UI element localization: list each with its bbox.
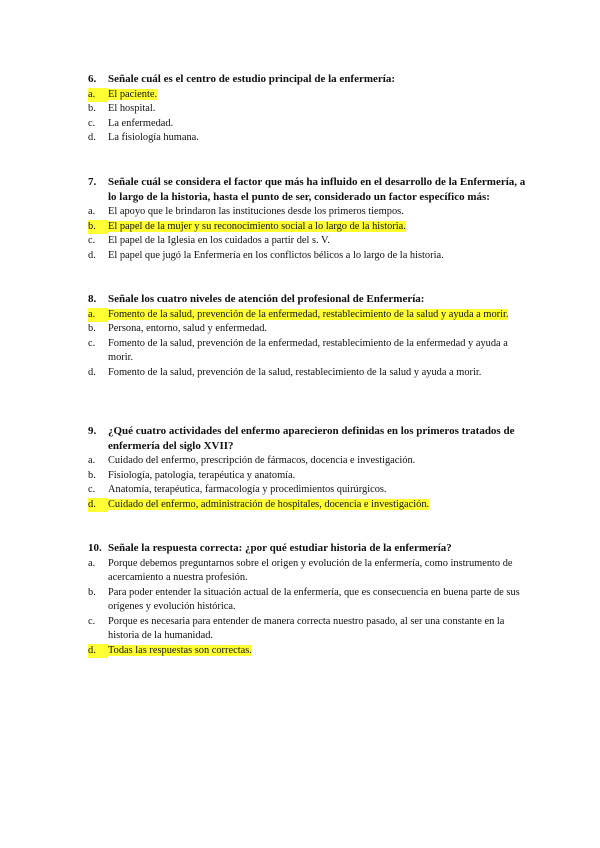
question-heading <box>88 175 528 204</box>
option-c <box>88 483 528 498</box>
option-letter: c. <box>88 615 96 627</box>
option-c <box>88 117 528 132</box>
option-a <box>88 205 528 220</box>
option-letter: a. <box>88 206 96 217</box>
option-text: El papel de la mujer y su reconocimiento social a lo largo de la historia. <box>108 220 406 232</box>
option-text: El papel que jugó la Enfermería en los conflictos bélicos a lo largo de la historia. <box>108 249 444 261</box>
option-d <box>88 498 528 513</box>
question-heading <box>88 424 528 453</box>
option-text: Fomento de la salud, prevención de la enfermedad, restablecimiento de la enfermedad y ayuda a morir. <box>108 337 508 363</box>
option-text: El hospital. <box>108 103 156 114</box>
option-letter: c. <box>88 117 96 129</box>
option-text: Cuidado del enfermo, prescripción de fármacos, docencia e investigación. <box>108 455 416 466</box>
option-text: Todas las respuestas son correctas. <box>108 644 252 656</box>
option-text: Fisiología, patología, terapéutica y anatomía. <box>108 469 296 481</box>
option-letter: b. <box>88 469 96 481</box>
option-letter: c. <box>88 337 96 349</box>
option-a <box>88 557 528 586</box>
question-heading <box>88 541 528 556</box>
option-text: Fomento de la salud, prevención de la enfermedad, restablecimiento de la salud y ayuda a morir. <box>108 308 509 320</box>
option-b <box>88 322 528 337</box>
question-text: Señale cuál es el centro de estudio principal de la enfermería: <box>108 73 395 85</box>
option-a <box>88 454 528 469</box>
question-text: ¿Qué cuatro actividades del enfermo aparecieron definidas en los primeros tratados de enfermería del siglo XVII? <box>108 425 515 452</box>
option-letter: b. <box>88 586 96 598</box>
option-text: Para poder entender la situación actual de la enfermería, que es consecuencia en buena parte de sus orígenes y evolución histórica. <box>108 586 520 612</box>
option-letter: a. <box>88 308 108 323</box>
question-number: 6. <box>88 73 97 85</box>
option-letter: a. <box>88 455 96 466</box>
option-c <box>88 337 528 366</box>
option-b <box>88 469 528 484</box>
question-number: 7. <box>88 176 97 188</box>
option-text: La enfermedad. <box>108 117 174 129</box>
question-heading <box>88 72 528 87</box>
option-c <box>88 234 528 249</box>
option-letter: b. <box>88 220 108 235</box>
option-text: Cuidado del enfermo, administración de hospitales, docencia e investigación. <box>108 498 430 510</box>
option-c <box>88 615 528 644</box>
option-letter: a. <box>88 88 108 103</box>
question-text: Señale cuál se considera el factor que más ha influido en el desarrollo de la Enfermería, a lo largo de la historia, hasta el punto de ser, considerado un factor específico más: <box>108 176 526 203</box>
question-number: 8. <box>88 293 97 305</box>
option-b <box>88 102 528 117</box>
option-text: Porque debemos preguntarnos sobre el origen y evolución de la enfermería, como instrumento de acercamiento a nuestra profesión. <box>108 557 513 583</box>
question-text: Señale los cuatro niveles de atención del profesional de Enfermería: <box>108 293 425 305</box>
option-letter: b. <box>88 103 96 114</box>
question-10 <box>88 541 528 658</box>
option-text: La fisiología humana. <box>108 132 199 143</box>
option-text: El paciente. <box>108 88 158 100</box>
option-text: Anatomía, terapéutica, farmacología y procedimientos quirúrgicos. <box>108 484 387 495</box>
option-d <box>88 366 528 381</box>
question-7 <box>88 175 528 263</box>
option-b <box>88 220 528 235</box>
option-letter: d. <box>88 249 96 261</box>
option-letter: c. <box>88 235 96 246</box>
option-d <box>88 249 528 264</box>
question-6 <box>88 72 528 146</box>
option-text: Fomento de la salud, prevención de la salud, restablecimiento de la salud y ayuda a morir. <box>108 366 482 378</box>
option-a <box>88 88 528 103</box>
option-letter: d. <box>88 644 108 659</box>
option-text: Persona, entorno, salud y enfermedad. <box>108 323 267 334</box>
question-8 <box>88 292 528 380</box>
question-9 <box>88 424 528 512</box>
question-heading <box>88 292 528 307</box>
option-letter: d. <box>88 498 108 513</box>
question-number: 9. <box>88 425 97 437</box>
option-a <box>88 308 528 323</box>
option-text: El apoyo que le brindaron las instituciones desde los primeros tiempos. <box>108 206 404 217</box>
option-letter: c. <box>88 484 96 495</box>
option-d <box>88 644 528 659</box>
question-text: Señale la respuesta correcta: ¿por qué estudiar historia de la enfermería? <box>108 542 452 554</box>
option-b <box>88 586 528 615</box>
option-letter: b. <box>88 323 96 334</box>
option-letter: d. <box>88 366 96 378</box>
option-letter: d. <box>88 132 96 143</box>
option-text: Porque es necesaria para entender de manera correcta nuestro pasado, al ser una constante en la historia de la humanidad. <box>108 615 505 641</box>
question-number: 10. <box>88 542 102 554</box>
option-letter: a. <box>88 557 96 569</box>
option-d <box>88 131 528 146</box>
option-text: El papel de la Iglesia en los cuidados a partir del s. V. <box>108 235 330 246</box>
